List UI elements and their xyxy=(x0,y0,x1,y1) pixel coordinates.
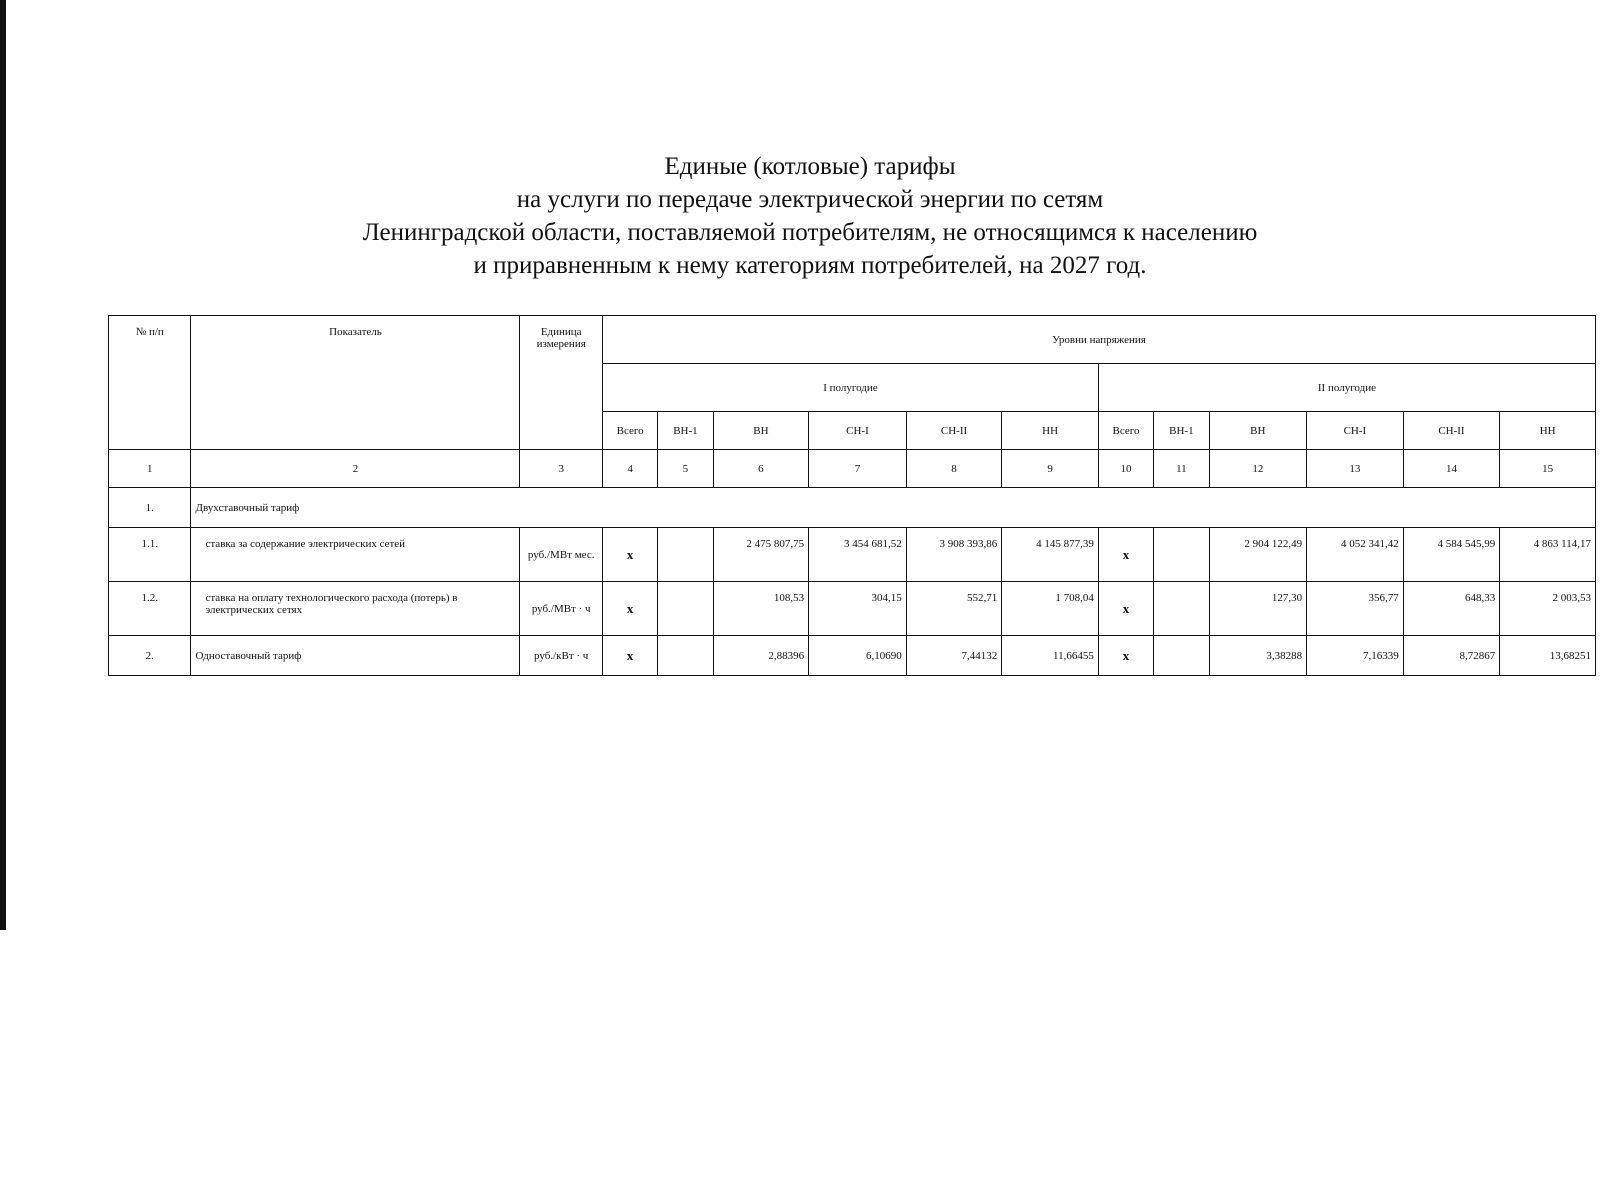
column-number-row xyxy=(109,450,1596,488)
cell-value: 3,38288 xyxy=(1209,636,1307,676)
cell-value: х xyxy=(602,582,657,636)
subcol-h1-sn1: СН-I xyxy=(809,412,907,450)
column-number: 6 xyxy=(713,450,809,488)
cell-value: 11,66455 xyxy=(1002,636,1099,676)
column-number: 14 xyxy=(1403,450,1500,488)
row-unit: руб./кВт · ч xyxy=(520,636,602,676)
cell-value xyxy=(1154,582,1209,636)
section-label: Двухставочный тариф xyxy=(191,488,1596,528)
cell-value: 7,16339 xyxy=(1307,636,1404,676)
row-num: 1.1. xyxy=(109,528,191,582)
header-half-2: II полугодие xyxy=(1098,364,1595,412)
cell-value: 4 052 341,42 xyxy=(1307,528,1404,582)
scan-edge xyxy=(0,0,6,930)
document-title xyxy=(0,150,1620,282)
section-num: 1. xyxy=(109,488,191,528)
column-number: 2 xyxy=(191,450,520,488)
table-row xyxy=(109,636,1596,676)
column-number: 1 xyxy=(109,450,191,488)
row-indicator: ставка за содержание электрических сетей xyxy=(191,528,520,582)
table-row xyxy=(109,528,1596,582)
title-line-4: и приравненным к нему категориям потребителей, на 2027 год. xyxy=(473,252,1147,279)
subcol-h1-vn1: ВН-1 xyxy=(658,412,713,450)
subcol-h1-nn: НН xyxy=(1002,412,1099,450)
cell-value: 648,33 xyxy=(1403,582,1500,636)
cell-value xyxy=(658,636,713,676)
column-number: 8 xyxy=(906,450,1002,488)
cell-value: 2 003,53 xyxy=(1500,582,1596,636)
cell-value xyxy=(1154,528,1209,582)
cell-value: 4 145 877,39 xyxy=(1002,528,1099,582)
tariff-table xyxy=(108,315,1596,676)
column-number: 12 xyxy=(1209,450,1307,488)
column-number: 10 xyxy=(1098,450,1153,488)
header-indicator: Показатель xyxy=(191,316,520,450)
cell-value: 1 708,04 xyxy=(1002,582,1099,636)
cell-value: 2,88396 xyxy=(713,636,809,676)
row-num: 1.2. xyxy=(109,582,191,636)
cell-value: 2 475 807,75 xyxy=(713,528,809,582)
cell-value: 7,44132 xyxy=(906,636,1002,676)
cell-value: х xyxy=(602,528,657,582)
header-half-1: I полугодие xyxy=(602,364,1098,412)
cell-value: 8,72867 xyxy=(1403,636,1500,676)
column-number: 15 xyxy=(1500,450,1596,488)
row-unit: руб./МВт · ч xyxy=(520,582,602,636)
subcol-h1-vn: ВН xyxy=(713,412,809,450)
column-number: 3 xyxy=(520,450,602,488)
row-indicator: Одноставочный тариф xyxy=(191,636,520,676)
cell-value: 108,53 xyxy=(713,582,809,636)
table-row xyxy=(109,582,1596,636)
header-voltage-levels: Уровни напряжения xyxy=(602,316,1595,364)
column-number: 11 xyxy=(1154,450,1209,488)
row-indicator: ставка на оплату технологического расхода (потерь) в электрических сетях xyxy=(191,582,520,636)
row-num: 2. xyxy=(109,636,191,676)
column-number: 7 xyxy=(809,450,907,488)
column-number: 9 xyxy=(1002,450,1099,488)
cell-value: 13,68251 xyxy=(1500,636,1596,676)
subcol-h2-vn1: ВН-1 xyxy=(1154,412,1209,450)
header-num: № п/п xyxy=(109,316,191,450)
title-line-3: Ленинградской области, поставляемой потребителям, не относящимся к населению xyxy=(362,219,1258,246)
subcol-h2-total: Всего xyxy=(1098,412,1153,450)
subcol-h1-total: Всего xyxy=(602,412,657,450)
cell-value: 304,15 xyxy=(809,582,907,636)
cell-value: 6,10690 xyxy=(809,636,907,676)
cell-value: 3 454 681,52 xyxy=(809,528,907,582)
subcol-h2-sn2: СН-II xyxy=(1403,412,1500,450)
cell-value: 356,77 xyxy=(1307,582,1404,636)
cell-value: 127,30 xyxy=(1209,582,1307,636)
cell-value: х xyxy=(1098,528,1153,582)
cell-value xyxy=(1154,636,1209,676)
subcol-h2-vn: ВН xyxy=(1209,412,1307,450)
cell-value: 552,71 xyxy=(906,582,1002,636)
cell-value: х xyxy=(602,636,657,676)
cell-value: 2 904 122,49 xyxy=(1209,528,1307,582)
cell-value: х xyxy=(1098,636,1153,676)
title-line-2: на услуги по передаче электрической энергии по сетям xyxy=(516,186,1104,213)
row-unit: руб./МВт мес. xyxy=(520,528,602,582)
column-number: 5 xyxy=(658,450,713,488)
subcol-h1-sn2: СН-II xyxy=(906,412,1002,450)
subcol-h2-nn: НН xyxy=(1500,412,1596,450)
cell-value: 3 908 393,86 xyxy=(906,528,1002,582)
header-unit: Единица измерения xyxy=(520,316,602,450)
cell-value: х xyxy=(1098,582,1153,636)
column-number: 13 xyxy=(1307,450,1404,488)
title-line-1: Единые (котловые) тарифы xyxy=(664,153,956,180)
cell-value: 4 863 114,17 xyxy=(1500,528,1596,582)
section-row xyxy=(109,488,1596,528)
cell-value xyxy=(658,528,713,582)
subcol-h2-sn1: СН-I xyxy=(1307,412,1404,450)
header-row-1 xyxy=(109,316,1596,364)
column-number: 4 xyxy=(602,450,657,488)
cell-value: 4 584 545,99 xyxy=(1403,528,1500,582)
cell-value xyxy=(658,582,713,636)
